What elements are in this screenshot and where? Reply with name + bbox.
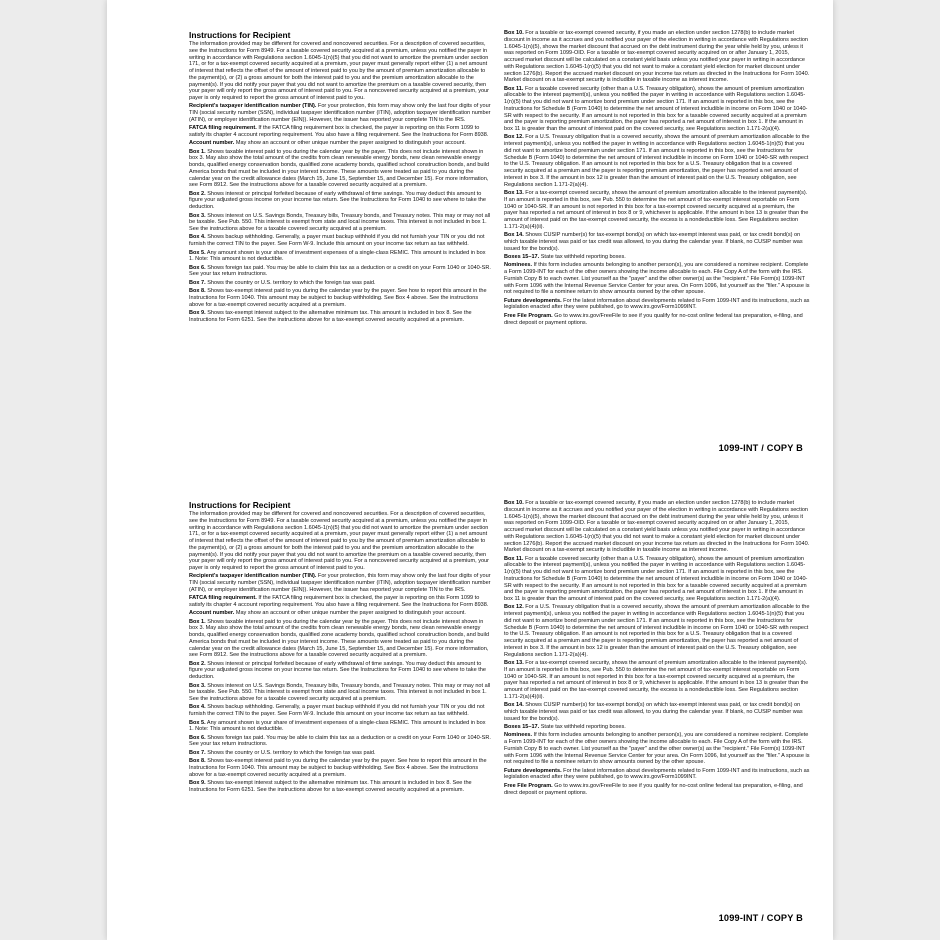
- paragraph-text: For your protection, this form may show only the last four digits of your TIN (social security number (SSN), individual taxpayer identification number (ITIN), adoption taxpayer identification number (ATIN), or employer identification number (EIN)). However, the issuer has reported your complete TIN to the IRS.: [189, 103, 491, 123]
- paragraph-label: Box 10.: [504, 30, 524, 36]
- paragraph-text: If the FATCA filing requirement box is checked, the payer is reporting on this Form 1099 to satisfy its chapter 4 account reporting requirement. You also have a filing requirement. See the Instructions for Form 8938.: [189, 595, 489, 608]
- instruction-paragraph: [504, 190, 810, 231]
- instruction-paragraph: [504, 134, 810, 188]
- paragraph-label: Free File Program.: [504, 782, 553, 789]
- paragraph-text: If this form includes amounts belonging to another person(s), you are considered a nominee recipient. Complete a Form 1099-INT for each of the other owners showing the income allocable to each. File Copy A of the form with the IRS. Furnish Copy B to each owner. List yourself as the "payer" and the other owner(s) as the "recipient." File Form(s) 1099-INT with Form 1096 with the Internal Revenue Service Center for your area. On Form 1096, list yourself as the "filer." A spouse is not required to file a nominee return to show amounts owned by the other spouse.: [504, 732, 810, 766]
- paragraph-text: For a U.S. Treasury obligation that is a covered security, shows the amount of premium amortization allocable to the interest payment(s), unless you notified the payer in writing in accordance with Regulations section 1.6045-1(n)(5) that you did not want to amortize bond premium under section 171. If an amount is reported in this box, see the Instructions for Schedule B (Form 1040) to determine the net amount of interest includible in income on Form 1040 or 1040-SR with respect to the U.S. Treasury obligation. If an amount is not reported in this box for a U.S. Treasury obligation that is a covered security acquired at a premium and the payer is reporting premium amortization, the payer has reported a net amount of interest in box 3. If the amount in box 12 is greater than the amount of interest paid on the U.S. Treasury obligation, see Regulations section 1.171-2(a)(4).: [504, 134, 810, 188]
- paragraph-label: Box 13.: [504, 190, 524, 197]
- instruction-paragraph: [504, 30, 810, 84]
- paragraph-label: Box 11.: [504, 85, 524, 92]
- instruction-paragraph: [504, 254, 810, 261]
- paragraph-label: Box 1.: [189, 148, 206, 155]
- paragraph-label: Box 4.: [189, 704, 206, 711]
- paragraph-text: Shows CUSIP number(s) for tax-exempt bond(s) on which tax-exempt interest was paid, or tax credit bond(s) on which taxable interest was paid or tax credit was allowed, to you during the calendar year. If blank, no CUSIP number was issued for the bond(s).: [504, 702, 803, 722]
- instruction-paragraph: [189, 234, 491, 248]
- instruction-paragraph: [504, 262, 810, 296]
- instruction-paragraph: [504, 660, 810, 701]
- paragraph-text: Shows the country or U.S. territory to which the foreign tax was paid.: [205, 279, 376, 286]
- left-paragraphs: [189, 511, 491, 793]
- paragraph-label: Future developments.: [504, 767, 562, 774]
- paragraph-text: Shows interest on U.S. Savings Bonds, Treasury bills, Treasury bonds, and Treasury notes. This may or may not all be taxable. See Pub. 550. This interest is exempt from state and local income taxes. This interest is not included in box 1. See the instructions above for a taxable covered security acquired at a premium.: [189, 212, 491, 233]
- paragraph-label: Box 2.: [189, 190, 206, 197]
- paragraph-text: Go to www.irs.gov/FreeFile to see if you qualify for no-cost online federal tax preparation, e-filing, and direct deposit or payment options.: [504, 782, 803, 796]
- paragraph-text: Shows taxable interest paid to you during the calendar year by the payer. This does not include interest shown in box 3. May also show the total amount of the credits from clean renewable energy bonds, new clean renewable energy bonds, qualified energy conservation bonds, qualified zone academy bonds, qualified school construction bonds, and build America bonds that must be included in your interest income. These amounts were treated as paid to you during the calendar year on the credit allowance dates (March 15, June 15, September 15, and December 15). For more information, see Form 8912. See the instructions above for a taxable covered security acquired at a premium.: [189, 618, 490, 659]
- instruction-paragraph: [189, 191, 491, 211]
- paragraph-label: FATCA filing requirement.: [189, 125, 257, 132]
- paragraph-text: State tax withheld reporting boxes.: [539, 253, 626, 260]
- paragraph-text: The information provided may be different for covered and noncovered securities. For a description of covered securities, see the Instructions for Form 8949. For a taxable covered security acquired at a premium, unless you notified the payer in writing in accordance with Regulations section 1.6045-1(n)(5) that you did not want to amortize the premium under section 171, or for a tax-exempt covered security acquired at a premium, your payer must generally report either (1) a net amount of interest that reflects the offset of the amount of interest paid to you by the amount of premium amortization allocable to the payment(s), or (2) a gross amount for both the interest paid to you and the premium amortization allocable to the payment(s). If you did notify your payer that you did not want to amortize the premium on a taxable covered security, then your payer will only report the gross amount of interest paid to you. For a noncovered security acquired at a premium, your payer is only required to report the gross amount of interest paid to you.: [189, 41, 489, 101]
- paragraph-text: For a tax-exempt covered security, shows the amount of premium amortization allocable to the interest payment(s). If an amount is reported in this box, see Pub. 550 to determine the net amount of tax-exempt interest reportable on Form 1040 or 1040-SR. If an amount is not reported in this box for a tax-exempt covered security acquired at a premium, the payer has reported a net amount of interest in box 8 or 9, whichever is applicable. If the amount in box 13 is greater than the amount of interest paid on the tax-exempt covered security, the excess is a nondeductible loss. See Regulations section 1.171-2(a)(4)(ii).: [504, 190, 809, 230]
- instruction-paragraph: [504, 86, 810, 133]
- instruction-paragraph: [189, 780, 491, 794]
- paragraph-label: Box 4.: [189, 234, 206, 241]
- instruction-paragraph: [189, 288, 491, 308]
- paragraph-text: Shows tax-exempt interest subject to the alternative minimum tax. This amount is included in box 8. See the Instructions for Form 6251. See the instructions above for a tax-exempt covered security acquired at a premium.: [189, 779, 472, 793]
- instruction-paragraph: [504, 313, 810, 327]
- paragraph-label: Boxes 15–17.: [504, 723, 540, 730]
- paragraph-label: Box 12.: [504, 134, 524, 141]
- paragraph-label: Box 7.: [189, 279, 206, 286]
- instruction-paragraph: [189, 619, 491, 660]
- instruction-paragraph: [189, 595, 491, 609]
- paragraph-text: Shows the country or U.S. territory to which the foreign tax was paid.: [205, 749, 376, 756]
- form-copy-bottom: [189, 500, 813, 924]
- paragraph-label: Box 13.: [504, 660, 524, 667]
- paragraph-text: State tax withheld reporting boxes.: [539, 723, 626, 730]
- right-paragraphs: [504, 500, 810, 796]
- form-copy-top: [189, 30, 813, 454]
- paragraph-text: For a taxable covered security (other than a U.S. Treasury obligation), shows the amount of premium amortization allocable to the interest payment(s), unless you notified the payer in writing in accordance with Regulations section 1.6045-1(n)(5) that you did not want to amortize bond premium under section 171. If an amount is reported in this box, see the Instructions for Schedule B (Form 1040) to determine the net amount of interest includible in income on Form 1040 or 1040-SR with respect to the security. If an amount is not reported in this box for a taxable covered security acquired at a premium and the payer is reporting premium amortization, the payer has reported a net amount of interest in box 1. If the amount in box 11 is greater than the amount of interest paid on the covered security, see Regulations section 1.171-2(a)(4).: [504, 555, 808, 603]
- instruction-paragraph: [189, 750, 491, 757]
- paragraph-text: For a taxable covered security (other than a U.S. Treasury obligation), shows the amount of premium amortization allocable to the interest payment(s), unless you notified the payer in writing in accordance with Regulations section 1.6045-1(n)(5) that you did not want to amortize bond premium under section 171. If an amount is reported in this box, see the Instructions for Schedule B (Form 1040) to determine the net amount of interest includible in income on Form 1040 or 1040-SR with respect to the security. If an amount is not reported in this box for a taxable covered security acquired at a premium and the payer is reporting premium amortization, the payer has reported a net amount of interest in box 1. If the amount in box 11 is greater than the amount of interest paid on the covered security, see Regulations section 1.171-2(a)(4).: [504, 85, 808, 133]
- instruction-paragraph: [189, 41, 491, 102]
- paragraph-text: Shows tax-exempt interest paid to you during the calendar year by the payer. See how to report this amount in the Instructions for Form 1040. This amount may be subject to backup withholding. See Box 4 above. See the instructions above for a tax-exempt covered security acquired at a premium.: [189, 288, 487, 308]
- paragraph-text: May show an account or other unique number the payer assigned to distinguish your account.: [234, 610, 466, 617]
- paragraph-text: Shows backup withholding. Generally, a payer must backup withhold if you did not furnish your TIN or you did not furnish the correct TIN to the payer. See Form W-9. Include this amount on your income tax return as tax withheld.: [189, 234, 485, 248]
- paragraph-label: FATCA filing requirement.: [189, 595, 257, 602]
- instructions-right-column: [504, 30, 810, 425]
- paragraph-label: Box 11.: [504, 555, 524, 562]
- instruction-paragraph: [504, 500, 810, 554]
- right-paragraphs: [504, 30, 810, 326]
- paragraph-text: Shows backup withholding. Generally, a payer must backup withhold if you did not furnish your TIN or you did not furnish the correct TIN to the payer. See Form W-9. Include this amount on your income tax return as tax withheld.: [189, 704, 485, 718]
- instruction-paragraph: [504, 702, 810, 722]
- instructions-left-column: [189, 30, 491, 454]
- paragraph-label: Box 7.: [189, 749, 206, 756]
- paragraph-label: Box 9.: [189, 309, 206, 316]
- paragraph-label: Future developments.: [504, 297, 562, 304]
- left-paragraphs: [189, 41, 491, 323]
- paragraph-text: For a U.S. Treasury obligation that is a covered security, shows the amount of premium amortization allocable to the interest payment(s), unless you notified the payer in writing in accordance with Regulations section 1.6045-1(n)(5) that you did not want to amortize bond premium under section 171. If an amount is reported in this box, see the Instructions for Schedule B (Form 1040) to determine the net amount of interest includible in income on Form 1040 or 1040-SR with respect to the U.S. Treasury obligation. If an amount is not reported in this box for a U.S. Treasury obligation that is a covered security acquired at a premium and the payer is reporting premium amortization, the payer has reported a net amount of interest in box 3. If the amount in box 12 is greater than the amount of interest paid on the U.S. Treasury obligation, see Regulations section 1.171-2(a)(4).: [504, 604, 810, 658]
- paragraph-text: The information provided may be different for covered and noncovered securities. For a description of covered securities, see the Instructions for Form 8949. For a taxable covered security acquired at a premium, unless you notified the payer in writing in accordance with Regulations section 1.6045-1(n)(5) that you did not want to amortize the premium under section 171, or for a tax-exempt covered security acquired at a premium, your payer must generally report either (1) a net amount of interest that reflects the offset of the amount of interest paid to you by the amount of premium amortization allocable to the payment(s), or (2) a gross amount for both the interest paid to you and the premium amortization allocable to the payment(s). If you did notify your payer that you did not want to amortize the premium on a taxable covered security, then your payer will only report the gross amount of interest paid to you. For a noncovered security acquired at a premium, your payer is only required to report the gross amount of interest paid to you.: [189, 511, 489, 571]
- instruction-paragraph: [189, 280, 491, 287]
- paragraph-label: Box 2.: [189, 660, 206, 667]
- paragraph-label: Box 3.: [189, 212, 206, 219]
- instruction-paragraph: [504, 556, 810, 603]
- paragraph-label: Nominees.: [504, 732, 533, 739]
- instruction-paragraph: [189, 610, 491, 617]
- paragraph-label: Box 5.: [189, 719, 206, 726]
- paragraph-text: Shows tax-exempt interest subject to the alternative minimum tax. This amount is included in box 8. See the Instructions for Form 6251. See the instructions above for a tax-exempt covered security acquired at a premium.: [189, 309, 472, 323]
- instructions-heading: Instructions for Recipient: [189, 500, 291, 510]
- instructions-right-column: [504, 500, 810, 895]
- paragraph-text: Shows foreign tax paid. You may be able to claim this tax as a deduction or a credit on your Form 1040 or 1040-SR. See your tax return instructions.: [189, 264, 491, 278]
- paragraph-label: Box 14.: [504, 232, 524, 239]
- instruction-paragraph: [504, 732, 810, 766]
- paragraph-text: Shows foreign tax paid. You may be able to claim this tax as a deduction or a credit on your Form 1040 or 1040-SR. See your tax return instructions.: [189, 734, 491, 748]
- instruction-paragraph: [189, 661, 491, 681]
- copy-label: 1099-INT / COPY B: [718, 913, 803, 923]
- paragraph-label: Box 8.: [189, 288, 206, 295]
- paragraph-text: Shows interest or principal forfeited because of early withdrawal of time savings. You may deduct this amount to figure your adjusted gross income on your income tax return. See the Instructions for Form 1040 to see where to take the deduction.: [189, 190, 486, 211]
- instruction-paragraph: [504, 724, 810, 731]
- instruction-paragraph: [189, 265, 491, 279]
- form-sheet: [107, 0, 833, 940]
- instruction-paragraph: [189, 511, 491, 572]
- paragraph-label: Box 12.: [504, 604, 524, 611]
- instruction-paragraph: [189, 720, 491, 734]
- paragraph-text: For a taxable or tax-exempt covered security, if you made an election under section 1278(b) to include market discount in income as it accrues and you notified your payer of the election in writing in accordance with Regulations section 1.6045-1(n)(5), shows the market discount that accrued on the debt instrument during the year while held by you, unless it was reported on Form 1099-OID. For a taxable or tax-exempt covered security acquired on or after January 1, 2015, accrued market discount will be calculated on a constant yield basis unless you notified your payer in writing in accordance with Regulations section 1.6045-1(n)(5) that you did not want to make a constant yield election for market discount under section 1276(b). Report the accrued market discount on your income tax return as directed in the Instructions for Form 1040. Market discount on a tax-exempt security is includible in taxable income as interest income.: [504, 500, 810, 554]
- paragraph-label: Box 9.: [189, 779, 206, 786]
- instruction-paragraph: [189, 573, 491, 593]
- paragraph-label: Box 3.: [189, 682, 206, 689]
- instructions-left-column: [189, 500, 491, 924]
- instructions-heading: Instructions for Recipient: [189, 30, 291, 40]
- paragraph-label: Box 1.: [189, 618, 206, 625]
- paragraph-text: Any amount shown is your share of investment expenses of a single-class REMIC. This amount is included in box 1. Note: This amount is not deductible.: [189, 719, 486, 733]
- paragraph-label: Box 5.: [189, 249, 206, 256]
- instruction-paragraph: [504, 604, 810, 658]
- instruction-paragraph: [189, 704, 491, 718]
- paragraph-label: Recipient's taxpayer identification number (TIN).: [189, 573, 317, 580]
- paragraph-text: For the latest information about developments related to Form 1099-INT and its instructions, such as legislation enacted after they were published, go to www.irs.gov/Form1099INT.: [504, 767, 810, 781]
- paragraph-text: Shows CUSIP number(s) for tax-exempt bond(s) on which tax-exempt interest was paid, or tax credit bond(s) on which taxable interest was paid or tax credit was allowed, to you during the calendar year. If blank, no CUSIP number was issued for the bond(s).: [504, 232, 803, 252]
- paragraph-text: Any amount shown is your share of investment expenses of a single-class REMIC. This amount is included in box 1. Note: This amount is not deductible.: [189, 249, 486, 263]
- paragraph-text: Go to www.irs.gov/FreeFile to see if you qualify for no-cost online federal tax preparation, e-filing, and direct deposit or payment options.: [504, 312, 803, 326]
- instruction-paragraph: [189, 125, 491, 139]
- instruction-paragraph: [504, 232, 810, 252]
- instruction-paragraph: [189, 735, 491, 749]
- instruction-paragraph: [189, 758, 491, 778]
- paragraph-label: Free File Program.: [504, 312, 553, 319]
- paragraph-label: Recipient's taxpayer identification number (TIN).: [189, 103, 317, 110]
- paragraph-text: May show an account or other unique number the payer assigned to distinguish your account.: [234, 140, 466, 147]
- paragraph-text: For a tax-exempt covered security, shows the amount of premium amortization allocable to the interest payment(s). If an amount is reported in this box, see Pub. 550 to determine the net amount of tax-exempt interest reportable on Form 1040 or 1040-SR. If an amount is not reported in this box for a tax-exempt covered security acquired at a premium, the payer has reported a net amount of interest in box 8 or 9, whichever is applicable. If the amount in box 13 is greater than the amount of interest paid on the tax-exempt covered security, the excess is a nondeductible loss. See Regulations section 1.171-2(a)(4)(ii).: [504, 660, 809, 700]
- paragraph-label: Box 6.: [189, 734, 206, 741]
- instruction-paragraph: [504, 783, 810, 797]
- paragraph-text: For your protection, this form may show only the last four digits of your TIN (social security number (SSN), individual taxpayer identification number (ITIN), adoption taxpayer identification number (ATIN), or employer identification number (EIN)). However, the issuer has reported your complete TIN to the IRS.: [189, 573, 491, 593]
- paragraph-text: If this form includes amounts belonging to another person(s), you are considered a nominee recipient. Complete a Form 1099-INT for each of the other owners showing the income allocable to each. File Copy A of the form with the IRS. Furnish Copy B to each owner. List yourself as the "payer" and the other owner(s) as the "recipient." File Form(s) 1099-INT with Form 1096 with the Internal Revenue Service Center for your area. On Form 1096, list yourself as the "filer." A spouse is not required to file a nominee return to show amounts owned by the other spouse.: [504, 262, 810, 296]
- paragraph-label: Account number.: [189, 610, 235, 617]
- copy-label: 1099-INT / COPY B: [718, 443, 803, 453]
- paragraph-text: If the FATCA filing requirement box is checked, the payer is reporting on this Form 1099 to satisfy its chapter 4 account reporting requirement. You also have a filing requirement. See the Instructions for Form 8938.: [189, 125, 489, 138]
- paragraph-text: Shows tax-exempt interest paid to you during the calendar year by the payer. See how to report this amount in the Instructions for Form 1040. This amount may be subject to backup withholding. See Box 4 above. See the instructions above for a tax-exempt covered security acquired at a premium.: [189, 758, 487, 778]
- instruction-paragraph: [189, 310, 491, 324]
- instruction-paragraph: [189, 250, 491, 264]
- instruction-paragraph: [189, 140, 491, 147]
- paragraph-text: Shows taxable interest paid to you during the calendar year by the payer. This does not include interest shown in box 3. May also show the total amount of the credits from clean renewable energy bonds, new clean renewable energy bonds, qualified energy conservation bonds, qualified zone academy bonds, qualified school construction bonds, and build America bonds that must be included in your interest income. These amounts were treated as paid to you during the calendar year on the credit allowance dates (March 15, June 15, September 15, and December 15). For more information, see Form 8912. See the instructions above for a taxable covered security acquired at a premium.: [189, 148, 490, 189]
- instruction-paragraph: [189, 103, 491, 123]
- paragraph-label: Box 14.: [504, 702, 524, 709]
- paragraph-text: For a taxable or tax-exempt covered security, if you made an election under section 1278(b) to include market discount in income as it accrues and you notified your payer of the election in writing in accordance with Regulations section 1.6045-1(n)(5), shows the market discount that accrued on the debt instrument during the year while held by you, unless it was reported on Form 1099-OID. For a taxable or tax-exempt covered security acquired on or after January 1, 2015, accrued market discount will be calculated on a constant yield basis unless you notified your payer in writing in accordance with Regulations section 1.6045-1(n)(5) that you did not want to make a constant yield election for market discount under section 1276(b). Report the accrued market discount on your income tax return as directed in the Instructions for Form 1040. Market discount on a tax-exempt security is includible in taxable income as interest income.: [504, 30, 810, 84]
- instruction-paragraph: [189, 149, 491, 190]
- paragraph-label: Box 6.: [189, 264, 206, 271]
- instruction-paragraph: [189, 683, 491, 703]
- instruction-paragraph: [504, 298, 810, 312]
- paragraph-label: Boxes 15–17.: [504, 253, 540, 260]
- paragraph-label: Box 10.: [504, 500, 524, 506]
- paragraph-label: Box 8.: [189, 758, 206, 765]
- paragraph-label: Nominees.: [504, 262, 533, 269]
- paragraph-label: Account number.: [189, 140, 235, 147]
- paragraph-text: Shows interest on U.S. Savings Bonds, Treasury bills, Treasury bonds, and Treasury notes. This may or may not all be taxable. See Pub. 550. This interest is exempt from state and local income taxes. This interest is not included in box 1. See the instructions above for a taxable covered security acquired at a premium.: [189, 682, 491, 703]
- instruction-paragraph: [504, 768, 810, 782]
- paragraph-text: For the latest information about developments related to Form 1099-INT and its instructions, such as legislation enacted after they were published, go to www.irs.gov/Form1099INT.: [504, 297, 810, 311]
- paragraph-text: Shows interest or principal forfeited because of early withdrawal of time savings. You may deduct this amount to figure your adjusted gross income on your income tax return. See the Instructions for Form 1040 to see where to take the deduction.: [189, 660, 486, 681]
- instruction-paragraph: [189, 213, 491, 233]
